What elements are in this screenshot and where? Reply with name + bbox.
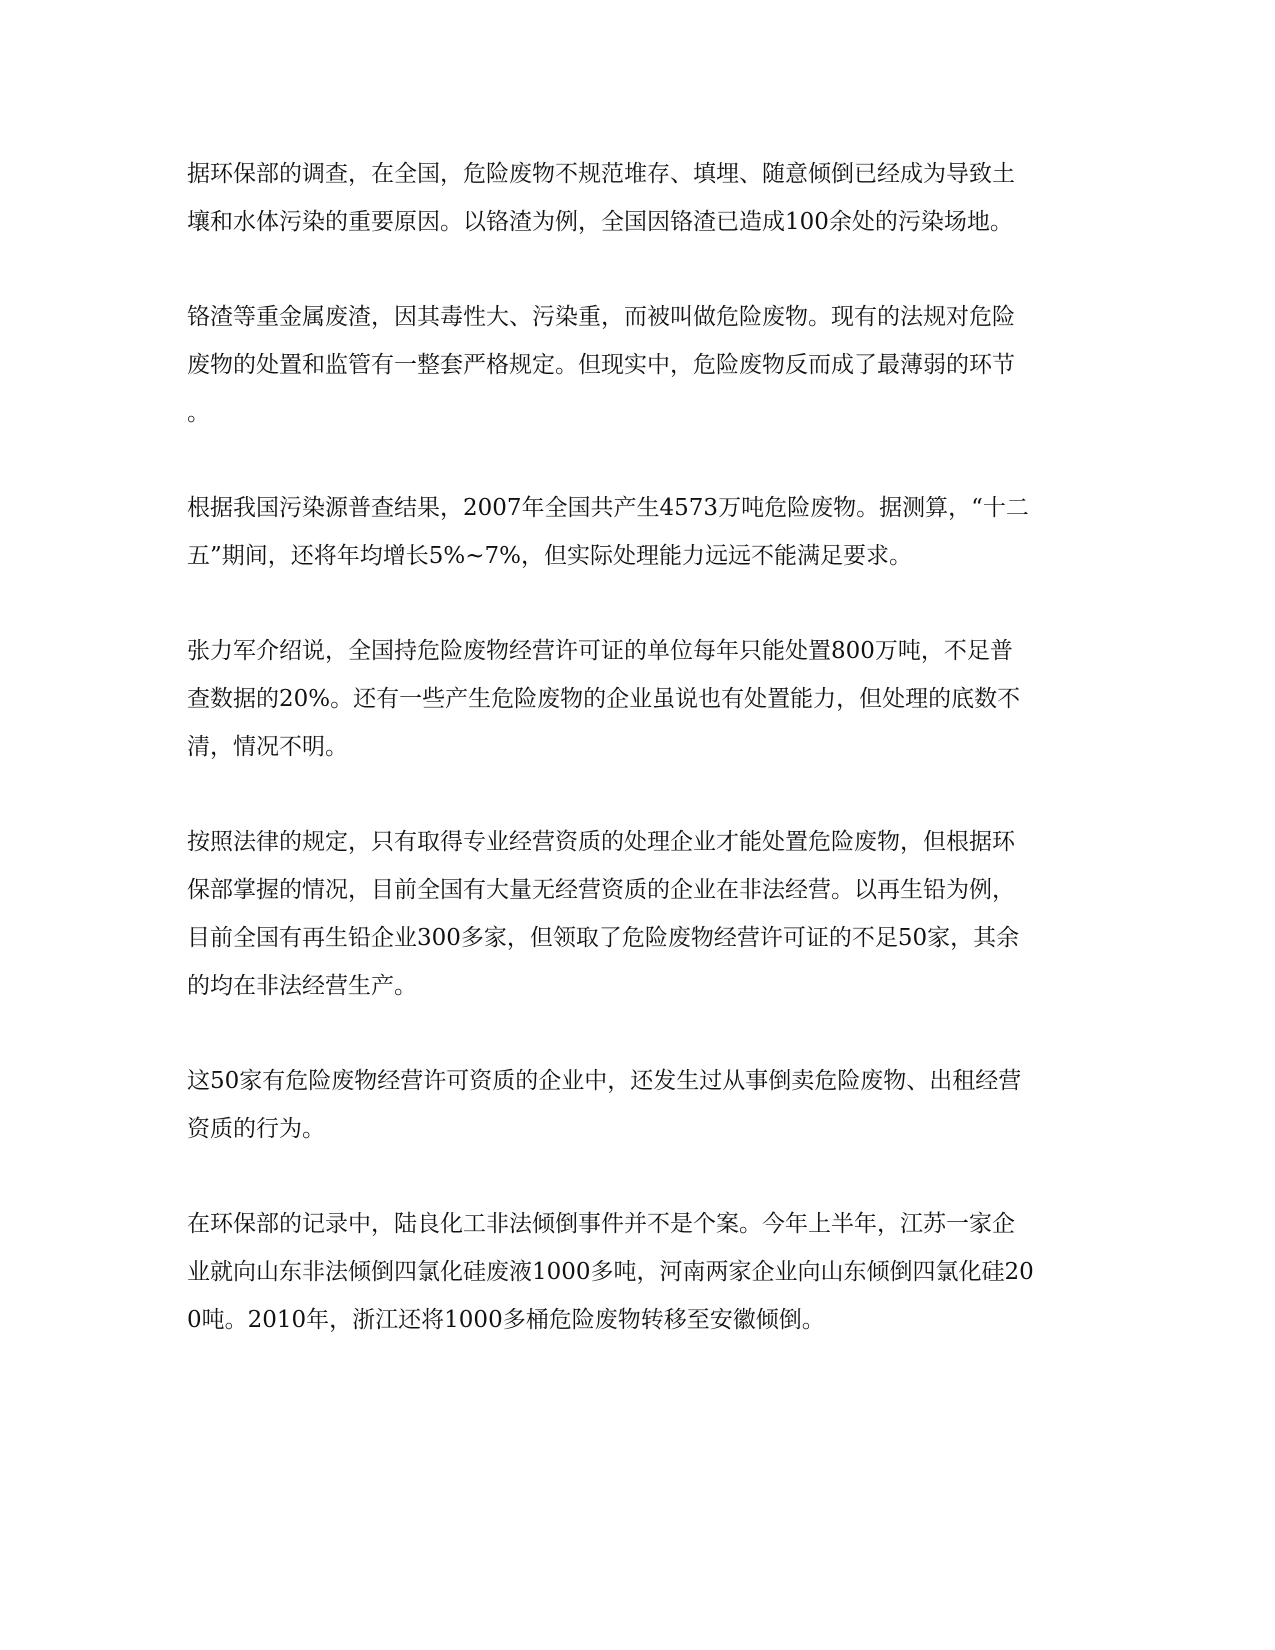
paragraph-line: 业就向山东非法倾倒四氯化硅废液1000多吨，河南两家企业向山东倾倒四氯化硅20 [187, 1259, 1034, 1285]
paragraph-line: 按照法律的规定，只有取得专业经营资质的处理企业才能处置危险废物，但根据环 [187, 829, 1015, 855]
paragraph-3 [187, 484, 1029, 580]
paragraph-line: 清，情况不明。 [187, 734, 348, 760]
paragraph-line: 根据我国污染源普查结果，2007年全国共产生4573万吨危险废物。据测算，“十二 [187, 495, 1029, 521]
paragraph-6 [187, 1057, 1021, 1153]
paragraph-line: 铬渣等重金属废渣，因其毒性大、污染重，而被叫做危险废物。现有的法规对危险 [187, 304, 1015, 330]
paragraph-line: 保部掌握的情况，目前全国有大量无经营资质的企业在非法经营。以再生铅为例， [187, 877, 1015, 903]
paragraph-7 [187, 1200, 1034, 1344]
paragraph-2 [187, 293, 1015, 437]
paragraph-line: 0吨。2010年，浙江还将1000多桶危险废物转移至安徽倾倒。 [187, 1307, 825, 1333]
paragraph-4 [187, 627, 1020, 771]
paragraph-1 [187, 150, 1015, 246]
paragraph-line: 废物的处置和监管有一整套严格规定。但现实中，危险废物反而成了最薄弱的环节 [187, 352, 1015, 378]
paragraph-line: 资质的行为。 [187, 1116, 325, 1142]
paragraph-line: 这50家有危险废物经营许可资质的企业中，还发生过从事倒卖危险废物、出租经营 [187, 1068, 1022, 1094]
paragraph-line: 的均在非法经营生产。 [187, 973, 417, 999]
paragraph-line: 在环保部的记录中，陆良化工非法倾倒事件并不是个案。今年上半年，江苏一家企 [187, 1211, 1015, 1237]
paragraph-line: 五”期间，还将年均增长5%~7%，但实际处理能力远远不能满足要求。 [187, 543, 913, 569]
paragraph-line: 查数据的20%。还有一些产生危险废物的企业虽说也有处置能力，但处理的底数不 [187, 686, 1021, 712]
paragraph-line: 张力军介绍说，全国持危险废物经营许可证的单位每年只能处置800万吨，不足普 [187, 638, 1013, 664]
paragraph-line: 据环保部的调查，在全国，危险废物不规范堆存、填埋、随意倾倒已经成为导致土 [187, 161, 1015, 187]
paragraph-line: 壤和水体污染的重要原因。以铬渣为例，全国因铬渣已造成100余处的污染场地。 [187, 209, 1013, 235]
paragraph-line: 。 [187, 400, 210, 426]
paragraph-line: 目前全国有再生铅企业300多家，但领取了危险废物经营许可证的不足50家，其余 [187, 925, 1020, 951]
paragraph-5 [187, 818, 1019, 1010]
